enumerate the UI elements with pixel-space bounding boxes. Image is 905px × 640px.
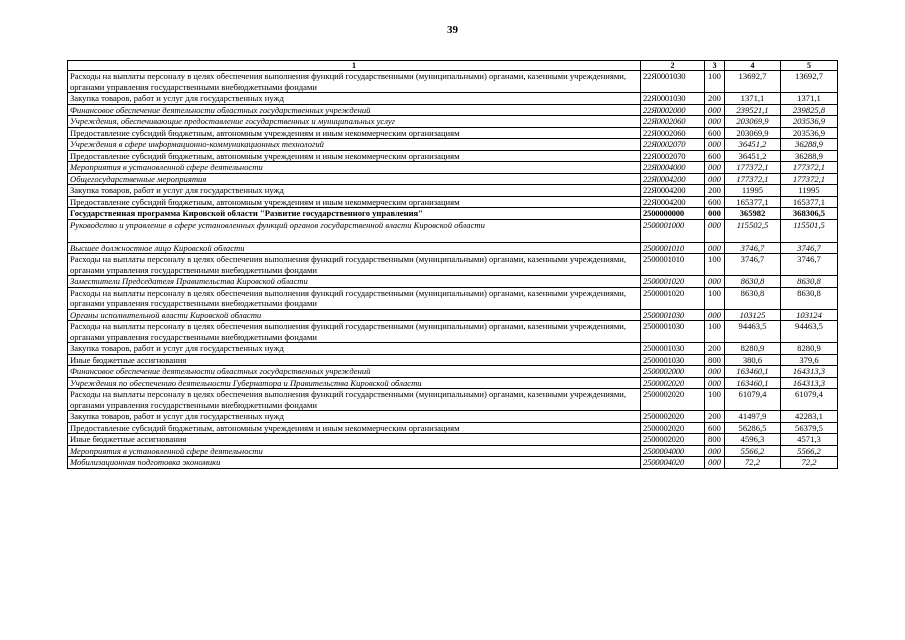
row-code-cell: 22Я0002000 xyxy=(641,104,705,116)
row-code-cell: 2500001030 xyxy=(641,321,705,343)
row-expense-type-cell: 000 xyxy=(705,104,725,116)
row-value-1-cell: 163460,1 xyxy=(725,377,781,389)
row-expense-type-cell: 000 xyxy=(705,457,725,469)
table-row xyxy=(68,150,838,162)
row-name-cell: Финансовое обеспечение деятельности областных государственных учреждений xyxy=(68,366,641,378)
header-col-5: 5 xyxy=(781,61,838,71)
row-value-2-cell: 115501,5 xyxy=(781,219,838,242)
table-row xyxy=(68,366,838,378)
row-value-2-cell: 56379,5 xyxy=(781,422,838,434)
row-code-cell: 22Я0002070 xyxy=(641,139,705,151)
row-value-1-cell: 94463,5 xyxy=(725,321,781,343)
row-name-cell: Расходы на выплаты персоналу в целях обеспечения выполнения функций государственными (муниципальными) органами, казенными учреждениями, органами управления государственными внебюджетными фондами xyxy=(68,287,641,309)
table-row xyxy=(68,242,838,254)
row-value-2-cell: 11995 xyxy=(781,185,838,197)
row-value-2-cell: 8280,9 xyxy=(781,343,838,355)
row-code-cell: 2500001030 xyxy=(641,354,705,366)
row-value-1-cell: 380,6 xyxy=(725,354,781,366)
header-col-3: 3 xyxy=(705,61,725,71)
row-value-2-cell: 36288,9 xyxy=(781,150,838,162)
row-value-1-cell: 365982 xyxy=(725,208,781,220)
row-expense-type-cell: 000 xyxy=(705,445,725,457)
row-name-cell: Органы исполнительной власти Кировской области xyxy=(68,309,641,321)
table-row xyxy=(68,254,838,276)
row-expense-type-cell: 200 xyxy=(705,343,725,355)
row-value-2-cell: 8630,8 xyxy=(781,276,838,288)
row-expense-type-cell: 000 xyxy=(705,219,725,242)
row-name-cell: Предоставление субсидий бюджетным, автономным учреждениям и иным некоммерческим организациям xyxy=(68,150,641,162)
row-name-cell: Закупка товаров, работ и услуг для государственных нужд xyxy=(68,411,641,423)
table-header-row xyxy=(68,61,838,71)
table-body xyxy=(68,71,838,469)
row-name-cell: Государственная программа Кировской области "Развитие государственного управления" xyxy=(68,208,641,220)
row-value-1-cell: 203069,9 xyxy=(725,127,781,139)
row-value-1-cell: 1371,1 xyxy=(725,93,781,105)
row-code-cell: 2500002020 xyxy=(641,434,705,446)
row-name-cell: Расходы на выплаты персоналу в целях обеспечения выполнения функций государственными (муниципальными) органами, казенными учреждениями, органами управления государственными внебюджетными фондами xyxy=(68,71,641,93)
row-value-1-cell: 8280,9 xyxy=(725,343,781,355)
row-name-cell: Общегосударственные мероприятия xyxy=(68,173,641,185)
row-code-cell: 2500004000 xyxy=(641,445,705,457)
table-row xyxy=(68,219,838,242)
row-value-2-cell: 203536,9 xyxy=(781,116,838,128)
row-value-2-cell: 103124 xyxy=(781,309,838,321)
table-row xyxy=(68,411,838,423)
row-value-2-cell: 42283,1 xyxy=(781,411,838,423)
row-value-1-cell: 36451,2 xyxy=(725,150,781,162)
row-value-1-cell: 163460,1 xyxy=(725,366,781,378)
row-expense-type-cell: 000 xyxy=(705,366,725,378)
row-name-cell: Руководство и управление в сфере установленных функций органов государственной власти Кировской области xyxy=(68,219,641,242)
row-name-cell: Предоставление субсидий бюджетным, автономным учреждениям и иным некоммерческим организациям xyxy=(68,127,641,139)
table-row xyxy=(68,208,838,220)
table-row xyxy=(68,434,838,446)
row-value-1-cell: 56286,5 xyxy=(725,422,781,434)
row-value-2-cell: 164313,3 xyxy=(781,366,838,378)
row-code-cell: 2500001020 xyxy=(641,287,705,309)
row-name-cell: Финансовое обеспечение деятельности областных государственных учреждений xyxy=(68,104,641,116)
table-row xyxy=(68,276,838,288)
row-value-1-cell: 115502,5 xyxy=(725,219,781,242)
row-value-2-cell: 72,2 xyxy=(781,457,838,469)
table-row xyxy=(68,173,838,185)
row-expense-type-cell: 600 xyxy=(705,127,725,139)
row-code-cell: 2500000000 xyxy=(641,208,705,220)
page-number: 39 xyxy=(447,24,458,36)
row-value-1-cell: 72,2 xyxy=(725,457,781,469)
row-value-1-cell: 11995 xyxy=(725,185,781,197)
row-code-cell: 22Я0002060 xyxy=(641,127,705,139)
row-expense-type-cell: 000 xyxy=(705,276,725,288)
row-value-1-cell: 4596,3 xyxy=(725,434,781,446)
row-code-cell: 2500001000 xyxy=(641,219,705,242)
row-value-2-cell: 177372,1 xyxy=(781,162,838,174)
row-value-1-cell: 103125 xyxy=(725,309,781,321)
row-value-2-cell: 3746,7 xyxy=(781,254,838,276)
row-code-cell: 22Я0001030 xyxy=(641,93,705,105)
row-value-2-cell: 177372,1 xyxy=(781,173,838,185)
row-expense-type-cell: 100 xyxy=(705,389,725,411)
row-expense-type-cell: 600 xyxy=(705,422,725,434)
row-expense-type-cell: 100 xyxy=(705,321,725,343)
row-value-2-cell: 165377,1 xyxy=(781,196,838,208)
row-value-2-cell: 61079,4 xyxy=(781,389,838,411)
row-expense-type-cell: 000 xyxy=(705,208,725,220)
table-row xyxy=(68,104,838,116)
table-row xyxy=(68,139,838,151)
row-value-2-cell: 239825,8 xyxy=(781,104,838,116)
row-name-cell: Расходы на выплаты персоналу в целях обеспечения выполнения функций государственными (муниципальными) органами, казенными учреждениями, органами управления государственными внебюджетными фондами xyxy=(68,389,641,411)
row-code-cell: 22Я0004200 xyxy=(641,173,705,185)
row-code-cell: 2500002020 xyxy=(641,422,705,434)
table-row xyxy=(68,422,838,434)
row-value-1-cell: 203069,9 xyxy=(725,116,781,128)
row-code-cell: 2500001010 xyxy=(641,254,705,276)
row-code-cell: 22Я0004200 xyxy=(641,196,705,208)
row-expense-type-cell: 000 xyxy=(705,162,725,174)
row-expense-type-cell: 000 xyxy=(705,242,725,254)
row-value-2-cell: 36288,9 xyxy=(781,139,838,151)
table-row xyxy=(68,309,838,321)
row-value-1-cell: 177372,1 xyxy=(725,162,781,174)
row-name-cell: Мероприятия в установленной сфере деятельности xyxy=(68,162,641,174)
row-value-1-cell: 41497,9 xyxy=(725,411,781,423)
table-row xyxy=(68,457,838,469)
row-expense-type-cell: 800 xyxy=(705,434,725,446)
row-value-2-cell: 13692,7 xyxy=(781,71,838,93)
row-expense-type-cell: 000 xyxy=(705,309,725,321)
row-expense-type-cell: 800 xyxy=(705,354,725,366)
header-col-1: 1 xyxy=(68,61,641,71)
row-code-cell: 2500001030 xyxy=(641,343,705,355)
row-name-cell: Иные бюджетные ассигнования xyxy=(68,434,641,446)
row-expense-type-cell: 600 xyxy=(705,196,725,208)
row-code-cell: 22Я0001030 xyxy=(641,71,705,93)
header-col-2: 2 xyxy=(641,61,705,71)
table-row xyxy=(68,93,838,105)
row-value-1-cell: 36451,2 xyxy=(725,139,781,151)
row-code-cell: 22Я0002070 xyxy=(641,150,705,162)
row-value-2-cell: 164313,3 xyxy=(781,377,838,389)
row-expense-type-cell: 000 xyxy=(705,139,725,151)
row-name-cell: Иные бюджетные ассигнования xyxy=(68,354,641,366)
row-value-1-cell: 239521,1 xyxy=(725,104,781,116)
row-code-cell: 2500002020 xyxy=(641,377,705,389)
row-name-cell: Предоставление субсидий бюджетным, автономным учреждениям и иным некоммерческим организациям xyxy=(68,196,641,208)
row-expense-type-cell: 200 xyxy=(705,93,725,105)
row-value-2-cell: 8630,8 xyxy=(781,287,838,309)
row-code-cell: 22Я0004200 xyxy=(641,185,705,197)
row-name-cell: Учреждения, обеспечивающие предоставление государственных и муниципальных услуг xyxy=(68,116,641,128)
row-value-1-cell: 8630,8 xyxy=(725,287,781,309)
row-name-cell: Предоставление субсидий бюджетным, автономным учреждениям и иным некоммерческим организациям xyxy=(68,422,641,434)
row-code-cell: 22Я0004000 xyxy=(641,162,705,174)
row-expense-type-cell: 600 xyxy=(705,150,725,162)
row-code-cell: 2500002000 xyxy=(641,366,705,378)
table-row xyxy=(68,185,838,197)
row-value-2-cell: 3746,7 xyxy=(781,242,838,254)
row-name-cell: Учреждения по обеспечению деятельности Губернатора и Правительства Кировской области xyxy=(68,377,641,389)
row-name-cell: Высшее должностное лицо Кировской области xyxy=(68,242,641,254)
row-name-cell: Мобилизационная подготовка экономики xyxy=(68,457,641,469)
table-row xyxy=(68,445,838,457)
row-value-1-cell: 5566,2 xyxy=(725,445,781,457)
row-expense-type-cell: 000 xyxy=(705,173,725,185)
header-col-4: 4 xyxy=(725,61,781,71)
row-name-cell: Закупка товаров, работ и услуг для государственных нужд xyxy=(68,343,641,355)
table-row xyxy=(68,377,838,389)
table-row xyxy=(68,354,838,366)
table-row xyxy=(68,343,838,355)
table-row xyxy=(68,116,838,128)
row-value-2-cell: 5566,2 xyxy=(781,445,838,457)
table-row xyxy=(68,162,838,174)
row-name-cell: Заместители Председателя Правительства Кировской области xyxy=(68,276,641,288)
row-name-cell: Закупка товаров, работ и услуг для государственных нужд xyxy=(68,185,641,197)
table-row xyxy=(68,196,838,208)
row-value-1-cell: 8630,8 xyxy=(725,276,781,288)
row-expense-type-cell: 100 xyxy=(705,287,725,309)
row-name-cell: Расходы на выплаты персоналу в целях обеспечения выполнения функций государственными (муниципальными) органами, казенными учреждениями, органами управления государственными внебюджетными фондами xyxy=(68,321,641,343)
row-value-2-cell: 94463,5 xyxy=(781,321,838,343)
row-value-2-cell: 379,6 xyxy=(781,354,838,366)
row-expense-type-cell: 200 xyxy=(705,411,725,423)
row-code-cell: 2500002020 xyxy=(641,389,705,411)
row-name-cell: Расходы на выплаты персоналу в целях обеспечения выполнения функций государственными (муниципальными) органами, казенными учреждениями, органами управления государственными внебюджетными фондами xyxy=(68,254,641,276)
row-name-cell: Учреждения в сфере информационно-коммуникационных технологий xyxy=(68,139,641,151)
row-code-cell: 2500001030 xyxy=(641,309,705,321)
row-value-1-cell: 165377,1 xyxy=(725,196,781,208)
row-value-1-cell: 13692,7 xyxy=(725,71,781,93)
row-name-cell: Мероприятия в установленной сфере деятельности xyxy=(68,445,641,457)
table-row xyxy=(68,321,838,343)
table-row xyxy=(68,287,838,309)
row-value-2-cell: 4571,3 xyxy=(781,434,838,446)
table-row xyxy=(68,389,838,411)
row-code-cell: 2500001010 xyxy=(641,242,705,254)
row-value-1-cell: 61079,4 xyxy=(725,389,781,411)
row-code-cell: 2500002020 xyxy=(641,411,705,423)
row-value-1-cell: 3746,7 xyxy=(725,254,781,276)
row-name-cell: Закупка товаров, работ и услуг для государственных нужд xyxy=(68,93,641,105)
table-row xyxy=(68,127,838,139)
row-value-1-cell: 3746,7 xyxy=(725,242,781,254)
row-value-2-cell: 203536,9 xyxy=(781,127,838,139)
row-expense-type-cell: 200 xyxy=(705,185,725,197)
row-expense-type-cell: 000 xyxy=(705,116,725,128)
row-expense-type-cell: 000 xyxy=(705,377,725,389)
row-expense-type-cell: 100 xyxy=(705,71,725,93)
row-code-cell: 22Я0002060 xyxy=(641,116,705,128)
row-expense-type-cell: 100 xyxy=(705,254,725,276)
row-code-cell: 2500001020 xyxy=(641,276,705,288)
row-value-2-cell: 368306,5 xyxy=(781,208,838,220)
budget-table xyxy=(67,60,838,469)
row-value-2-cell: 1371,1 xyxy=(781,93,838,105)
row-value-1-cell: 177372,1 xyxy=(725,173,781,185)
row-code-cell: 2500004020 xyxy=(641,457,705,469)
table-row xyxy=(68,71,838,93)
